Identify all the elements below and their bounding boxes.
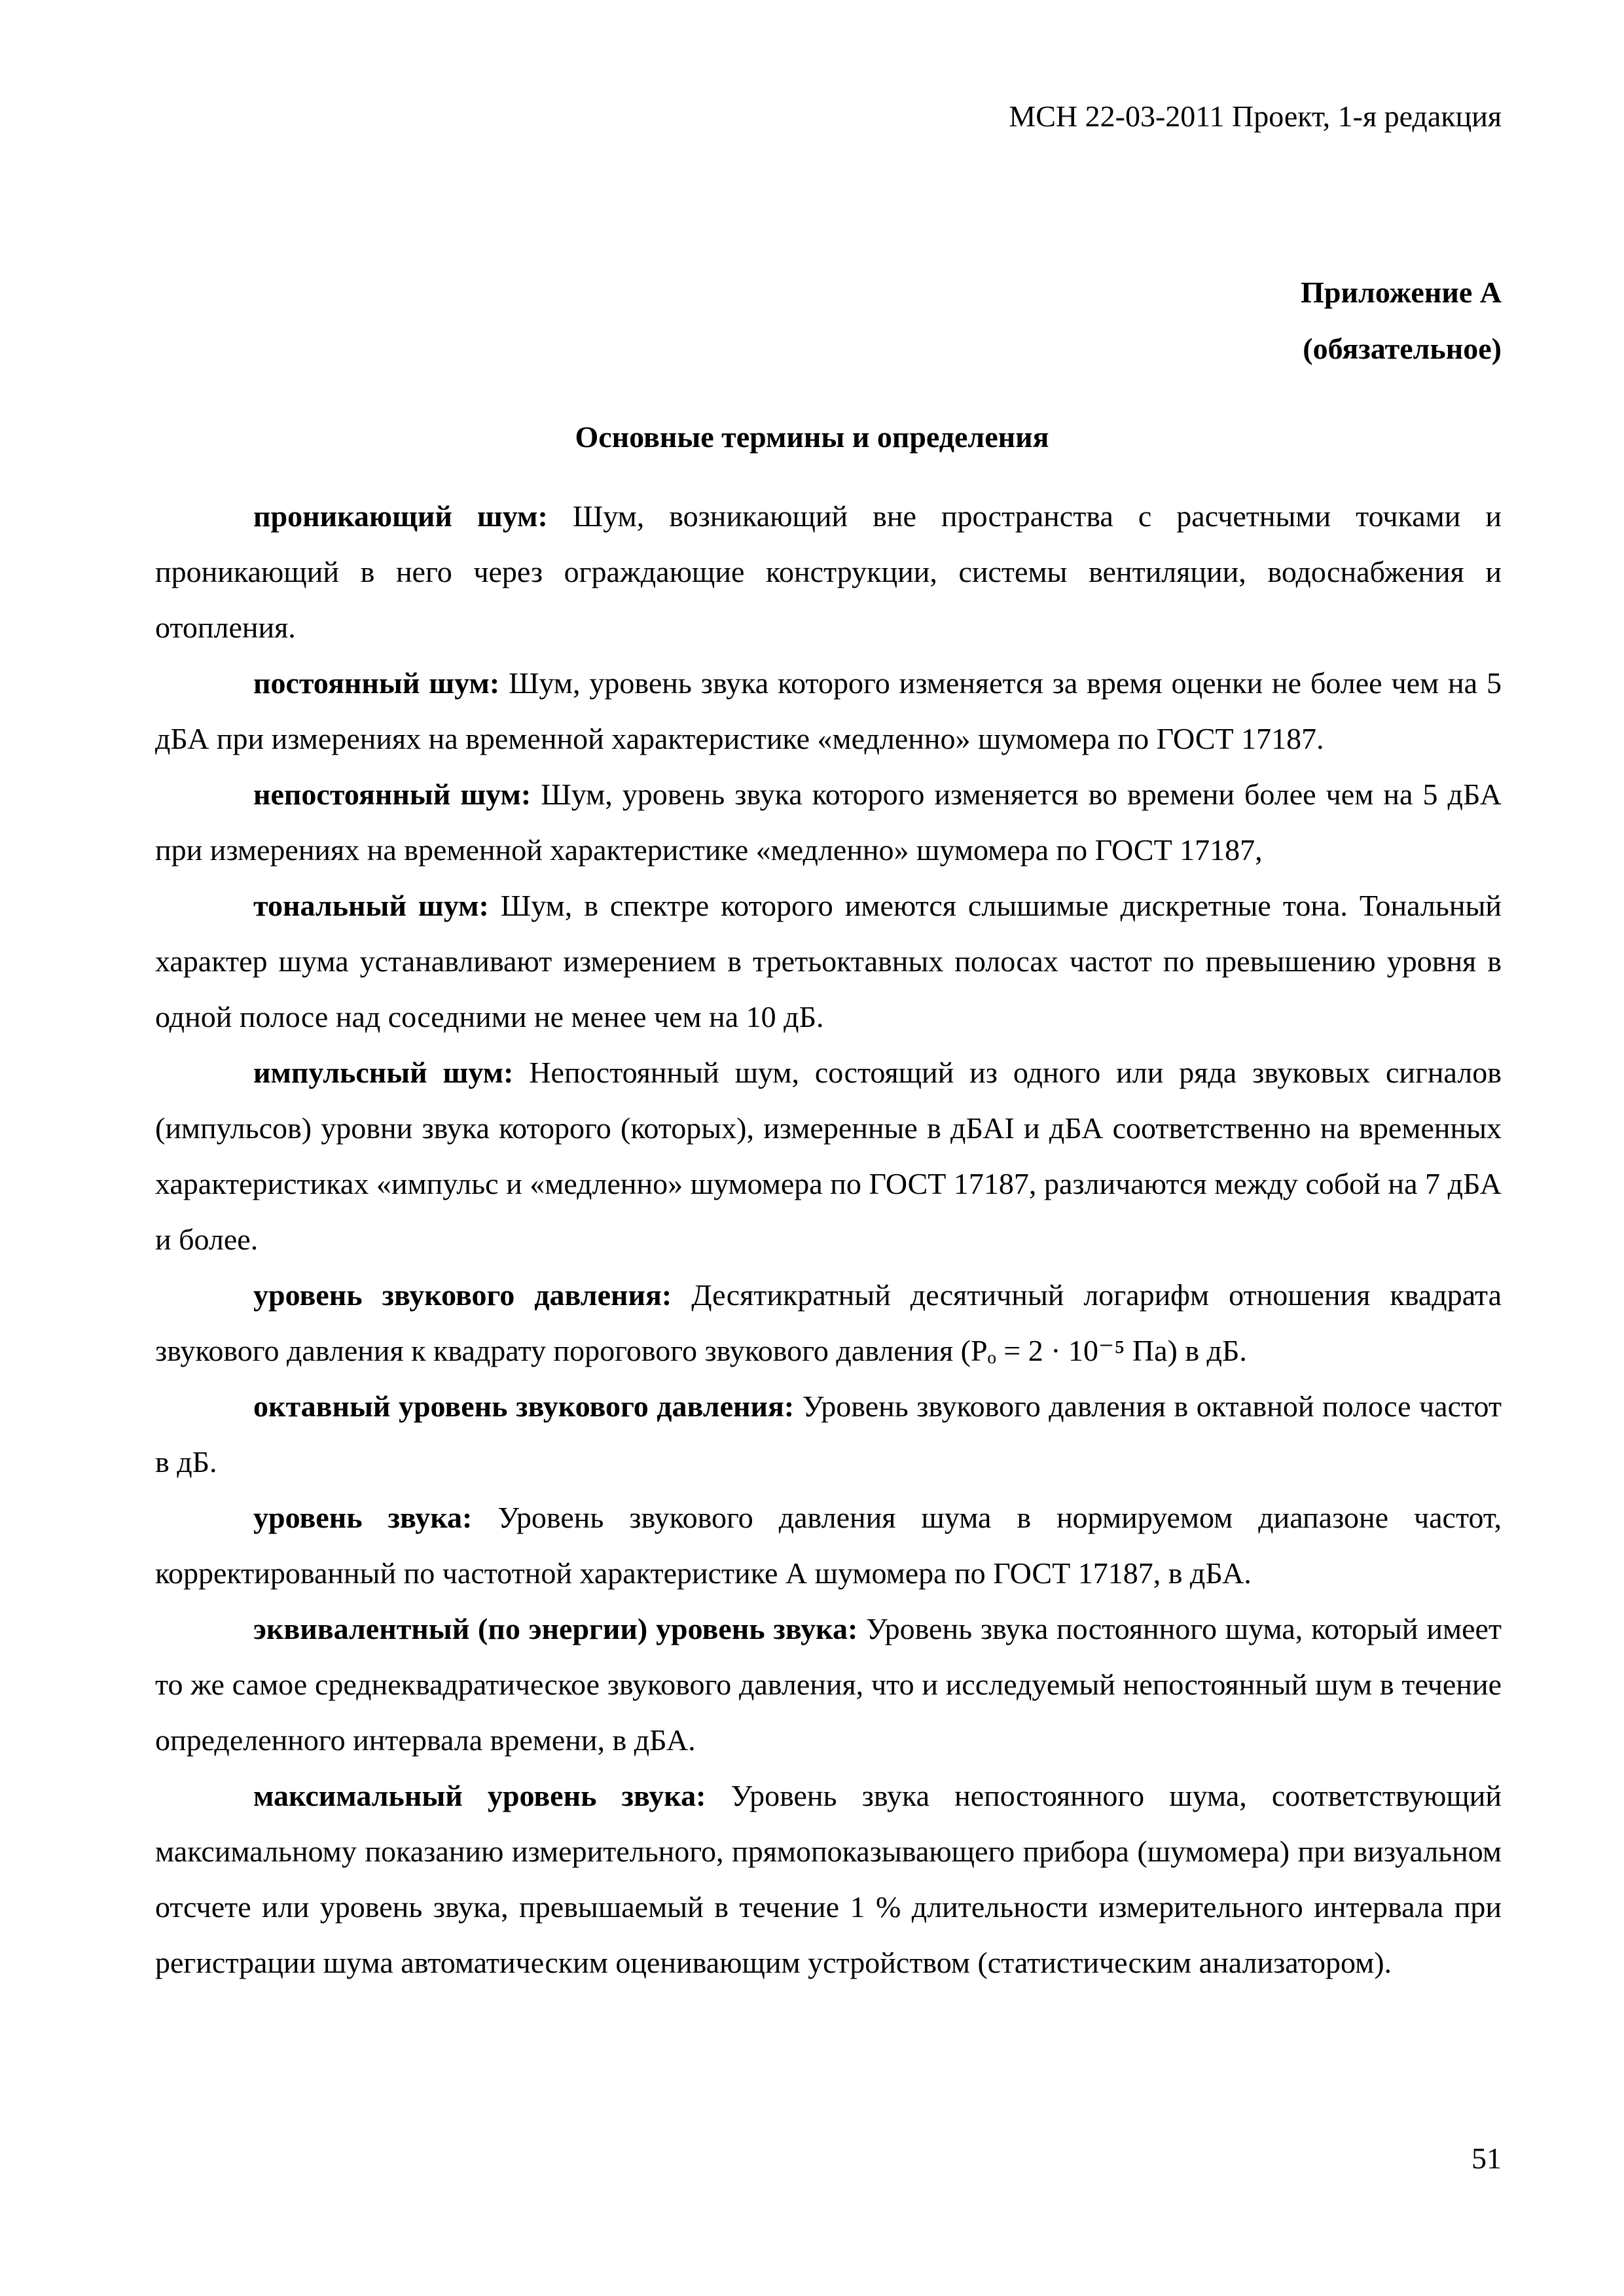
definition-text: Уровень звука непостоянного шума, соответствующий максимальному показанию измерительного, прямопоказывающего прибора (шумомера) при визуальном отсчете или уровень звука, превышаемый в течение 1 % длительности измерительного интервала при регистрации шума автоматическим оценивающим устройством (статистическим анализатором).: [155, 1779, 1502, 1979]
definition-text: Уровень звукового давления шума в нормируемом диапазоне частот, корректированный по частотной характеристике А шумомера по ГОСТ 17187, в дБА.: [155, 1501, 1502, 1590]
definition-text: Шум, возникающий вне пространства с расчетными точками и проникающий в него через ограждающие конструкции, системы вентиляции, водоснабжения и отопления.: [155, 499, 1502, 644]
definition-item: [155, 1267, 1502, 1378]
definition-item: [155, 1045, 1502, 1267]
definition-term: уровень звука:: [253, 1501, 473, 1534]
definition-term: максимальный уровень звука:: [253, 1779, 706, 1812]
definition-text: Уровень звукового давления в октавной полосе частот в дБ.: [155, 1390, 1502, 1479]
appendix-title: Приложение А: [1301, 276, 1502, 309]
definition-term: октавный уровень звукового давления:: [253, 1390, 795, 1423]
definition-item: [155, 878, 1502, 1045]
definition-term: уровень звукового давления:: [253, 1278, 672, 1312]
page-number: 51: [1471, 2142, 1502, 2175]
definition-term: тональный шум:: [253, 889, 489, 922]
definition-term: постоянный шум:: [253, 666, 500, 700]
definition-term: непостоянный шум:: [253, 778, 532, 811]
definitions-list: [155, 488, 1502, 1990]
appendix-heading: [1301, 264, 1502, 377]
section-title: Основные термины и определения: [575, 420, 1049, 454]
definition-item: [155, 655, 1502, 766]
appendix-status: (обязательное): [1303, 332, 1502, 365]
definition-text: Шум, уровень звука которого изменяется во времени более чем на 5 дБА при измерениях на временной характеристике «медленно» шумомера по ГОСТ 17187,: [155, 778, 1502, 867]
definition-text: Уровень звука постоянного шума, который имеет то же самое среднеквадратическое звукового давления, что и исследуемый непостоянный шум в течение определенного интервала времени, в дБА.: [155, 1612, 1502, 1757]
definition-text: Шум, уровень звука которого изменяется за время оценки не более чем на 5 дБА при измерениях на временной характеристике «медленно» шумомера по ГОСТ 17187.: [155, 666, 1502, 755]
definition-text: Шум, в спектре которого имеются слышимые дискретные тона. Тональный характер шума устанавливают измерением в третьоктавных полосах частот по превышению уровня в одной полосе над соседними не менее чем на 10 дБ.: [155, 889, 1502, 1033]
definition-term: импульсный шум:: [253, 1056, 514, 1089]
definition-text: Десятикратный десятичный логарифм отношения квадрата звукового давления к квадрату порогового звукового давления (Pₒ = 2 · 10⁻⁵ Па) в дБ.: [155, 1278, 1502, 1367]
document-header: МСН 22-03-2011 Проект, 1-я редакция: [1009, 99, 1502, 133]
definition-item: [155, 1490, 1502, 1601]
definition-item: [155, 1378, 1502, 1490]
definition-term: проникающий шум:: [253, 499, 548, 533]
definition-item: [155, 488, 1502, 655]
definition-item: [155, 1601, 1502, 1768]
definition-item: [155, 1768, 1502, 1990]
definition-text: Непостоянный шум, состоящий из одного или ряда звуковых сигналов (импульсов) уровни звука которого (которых), измеренные в дБАI и дБА соответственно на временных характеристиках «импульс и «медленно» шумомера по ГОСТ 17187, различаются между собой на 7 дБА и более.: [155, 1056, 1502, 1256]
definition-item: [155, 766, 1502, 878]
definition-term: эквивалентный (по энергии) уровень звука:: [253, 1612, 858, 1645]
